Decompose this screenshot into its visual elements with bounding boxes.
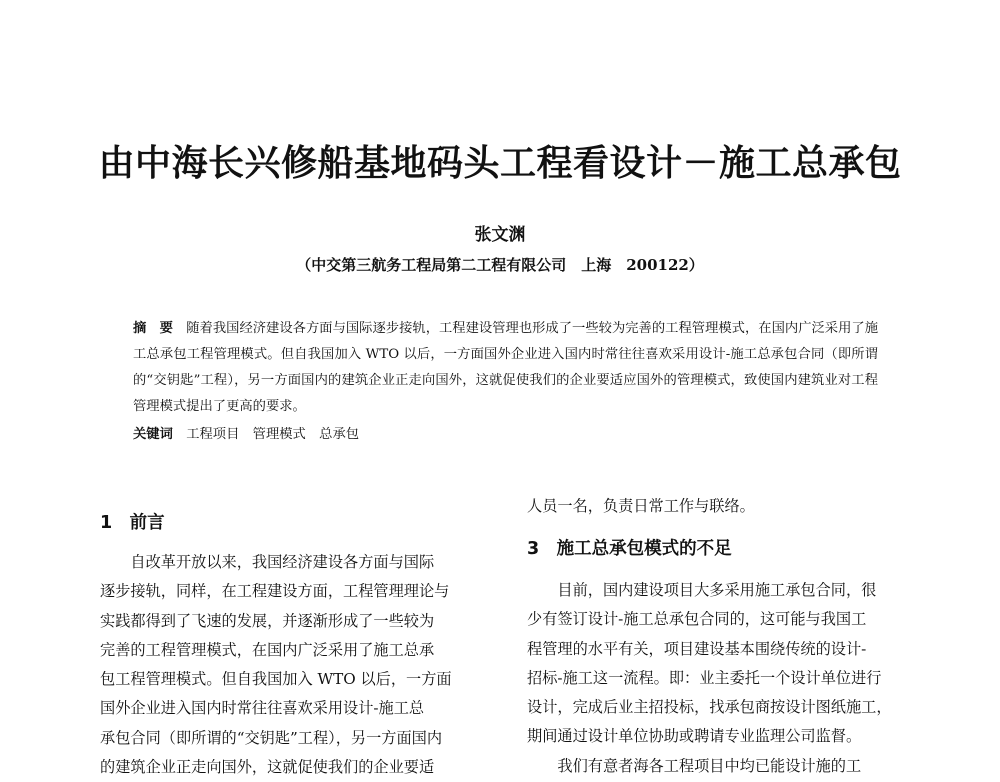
body-line: 设计，完成后业主招投标，找承包商按设计图纸施工， bbox=[527, 698, 892, 717]
body-line: 招标-施工这一流程。即：业主委托一个设计单位进行 bbox=[527, 668, 882, 687]
body-line: 国外企业进入国内时常往往喜欢采用设计-施工总 bbox=[100, 699, 425, 718]
section-heading-1: 1 前言 bbox=[100, 513, 165, 533]
body-line: 逐步接轨，同样，在工程建设方面，工程管理理论与 bbox=[100, 582, 450, 601]
keywords-label: 关键词 bbox=[133, 427, 173, 442]
body-line: 完善的工程管理模式，在国内广泛采用了施工总承 bbox=[100, 640, 435, 659]
body-line: 包工程管理模式。但自我国加入 WTO 以后，一方面 bbox=[100, 670, 452, 689]
body-line: 实践都得到了飞速的发展，并逐渐形成了一些较为 bbox=[100, 611, 435, 630]
body-line: 的建筑企业正走向国外，这就促使我们的企业要适 bbox=[100, 758, 435, 777]
right-column-top-line: 人员一名，负责日常工作与联络。 bbox=[527, 497, 755, 515]
author-affiliation: （中交第三航务工程局第二工程有限公司 上海 200122） bbox=[296, 256, 704, 274]
body-line: 承包合同（即所谓的“交钥匙”工程），另一方面国内 bbox=[100, 728, 443, 747]
keywords bbox=[133, 425, 359, 445]
paper-title: 由中海长兴修船基地码头工程看设计－施工总承包 bbox=[98, 143, 902, 184]
abstract-text: 随着我国经济建设各方面与国际逐步接轨，工程建设管理也形成了一些较为完善的工程管理模式，在国内广泛采用了施工总承包工程管理模式。但自我国加入 WTO 以后，一方面国外企业进入国内时常往往喜欢采用设计-施工总承包合同（即所谓的“交钥匙”工程），另一方面国内的建筑企业正走向国外，这就促使我们的企业要适应国外的管理模式，致使国内建筑业对工程管理模式提出了更高的要求。 bbox=[133, 321, 879, 414]
body-line: 我们有意者海各工程项目中均已能设计施的工 bbox=[527, 756, 862, 775]
body-line: 期间通过设计单位协助或聘请专业监理公司监督。 bbox=[527, 727, 862, 746]
abstract bbox=[133, 316, 878, 420]
right-column-body bbox=[527, 576, 927, 781]
author-name: 张文渊 bbox=[474, 225, 526, 245]
body-line: 少有签订设计-施工总承包合同的，这可能与我国工 bbox=[527, 610, 867, 629]
left-column-body bbox=[100, 548, 500, 782]
keywords-text: 工程项目 管理模式 总承包 bbox=[186, 427, 360, 442]
body-line: 程管理的水平有关，项目建设基本围绕传统的设计- bbox=[527, 639, 867, 658]
body-line: 自改革开放以来，我国经济建设各方面与国际 bbox=[100, 553, 435, 571]
abstract-label: 摘 要 bbox=[133, 321, 173, 336]
body-line: 目前，国内建设项目大多采用施工承包合同，很 bbox=[527, 581, 877, 599]
section-heading-3: 3 施工总承包模式的不足 bbox=[527, 539, 732, 559]
